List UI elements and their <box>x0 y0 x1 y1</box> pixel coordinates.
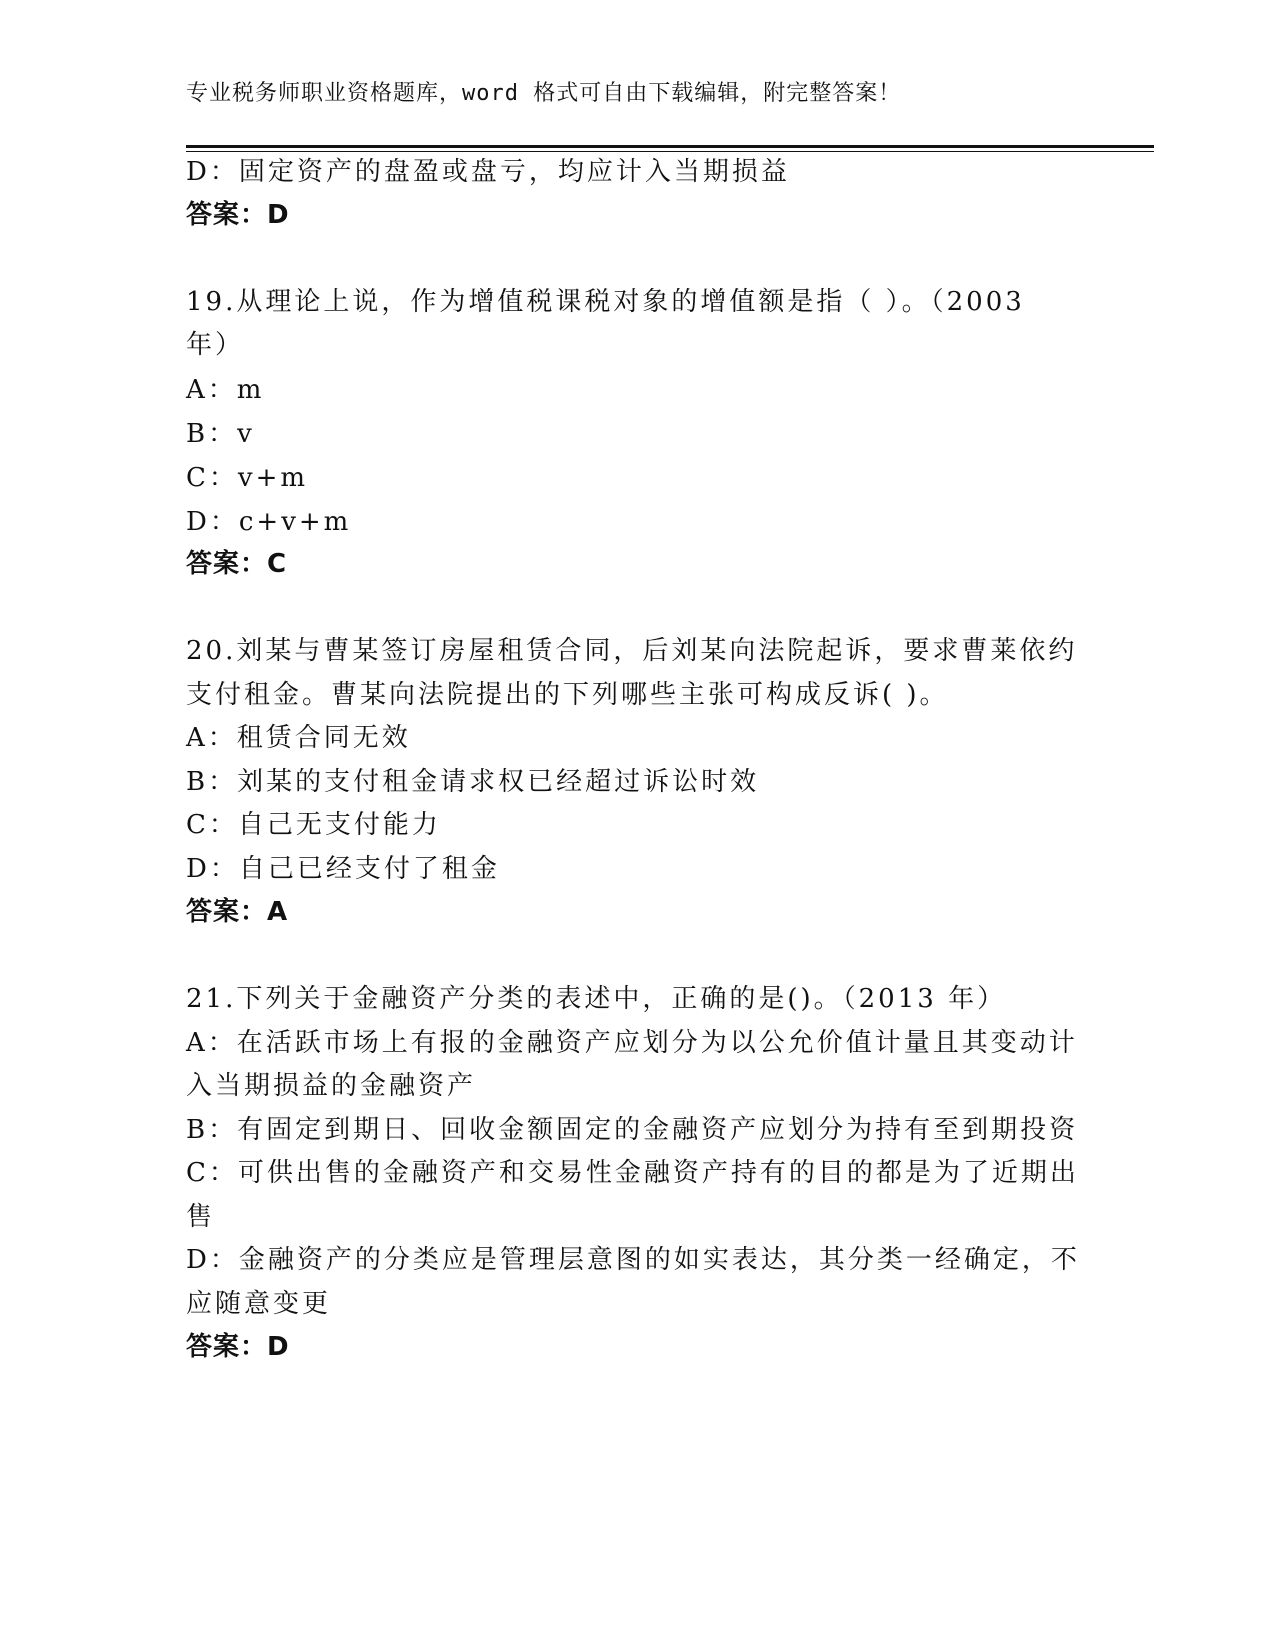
q21-option-a-line1: A：在活跃市场上有报的金融资产应划分为以公允价值计量且其变动计 <box>186 1028 1078 1058</box>
page-header-text: 专业税务师职业资格题库，word 格式可自由下载编辑，附完整答案！ <box>186 81 902 106</box>
q19-option-c: C：v+m <box>186 463 309 493</box>
q19-option-d: D：c+v+m <box>186 507 352 537</box>
q20-stem-line1: 20.刘某与曹某签订房屋租赁合同，后刘某向法院起诉，要求曹莱依约 <box>186 636 1078 666</box>
q19-answer: 答案：C <box>186 549 288 579</box>
q20-option-c: C：自己无支付能力 <box>186 810 441 840</box>
q20-option-a: A：租赁合同无效 <box>186 723 411 753</box>
q21-option-c-line1: C：可供出售的金融资产和交易性金融资产持有的目的都是为了近期出 <box>186 1158 1079 1188</box>
q20-option-b: B：刘某的支付租金请求权已经超过诉讼时效 <box>186 767 760 797</box>
q19-stem-line1: 19.从理论上说，作为增值税课税对象的增值额是指（ ）。（2003 <box>186 287 1025 317</box>
q19-stem-line2: 年） <box>186 330 245 360</box>
q21-answer: 答案：D <box>186 1332 290 1362</box>
q19-option-b: B：v <box>186 419 255 449</box>
prev-question-answer: 答案：D <box>186 200 290 230</box>
q21-stem: 21.下列关于金融资产分类的表述中，正确的是()。（2013 年） <box>186 984 1007 1014</box>
prev-question-option-d: D：固定资产的盘盈或盘亏，均应计入当期损益 <box>186 157 790 187</box>
q21-option-d-line2: 应随意变更 <box>186 1289 332 1319</box>
header-divider-thick <box>186 145 1154 148</box>
header-divider-thin <box>186 151 1154 152</box>
q21-option-a-line2: 入当期损益的金融资产 <box>186 1071 477 1101</box>
q21-option-d-line1: D：金融资产的分类应是管理层意图的如实表达，其分类一经确定，不 <box>186 1245 1080 1275</box>
q21-option-c-line2: 售 <box>186 1202 216 1232</box>
q19-option-a: A：m <box>186 375 265 405</box>
q20-option-d: D：自己已经支付了租金 <box>186 854 500 884</box>
q20-answer: 答案：A <box>186 897 289 927</box>
q21-option-b: B：有固定到期日、回收金额固定的金融资产应划分为持有至到期投资 <box>186 1115 1079 1145</box>
q20-stem-line2: 支付租金。曹某向法院提出的下列哪些主张可构成反诉( )。 <box>186 680 949 710</box>
